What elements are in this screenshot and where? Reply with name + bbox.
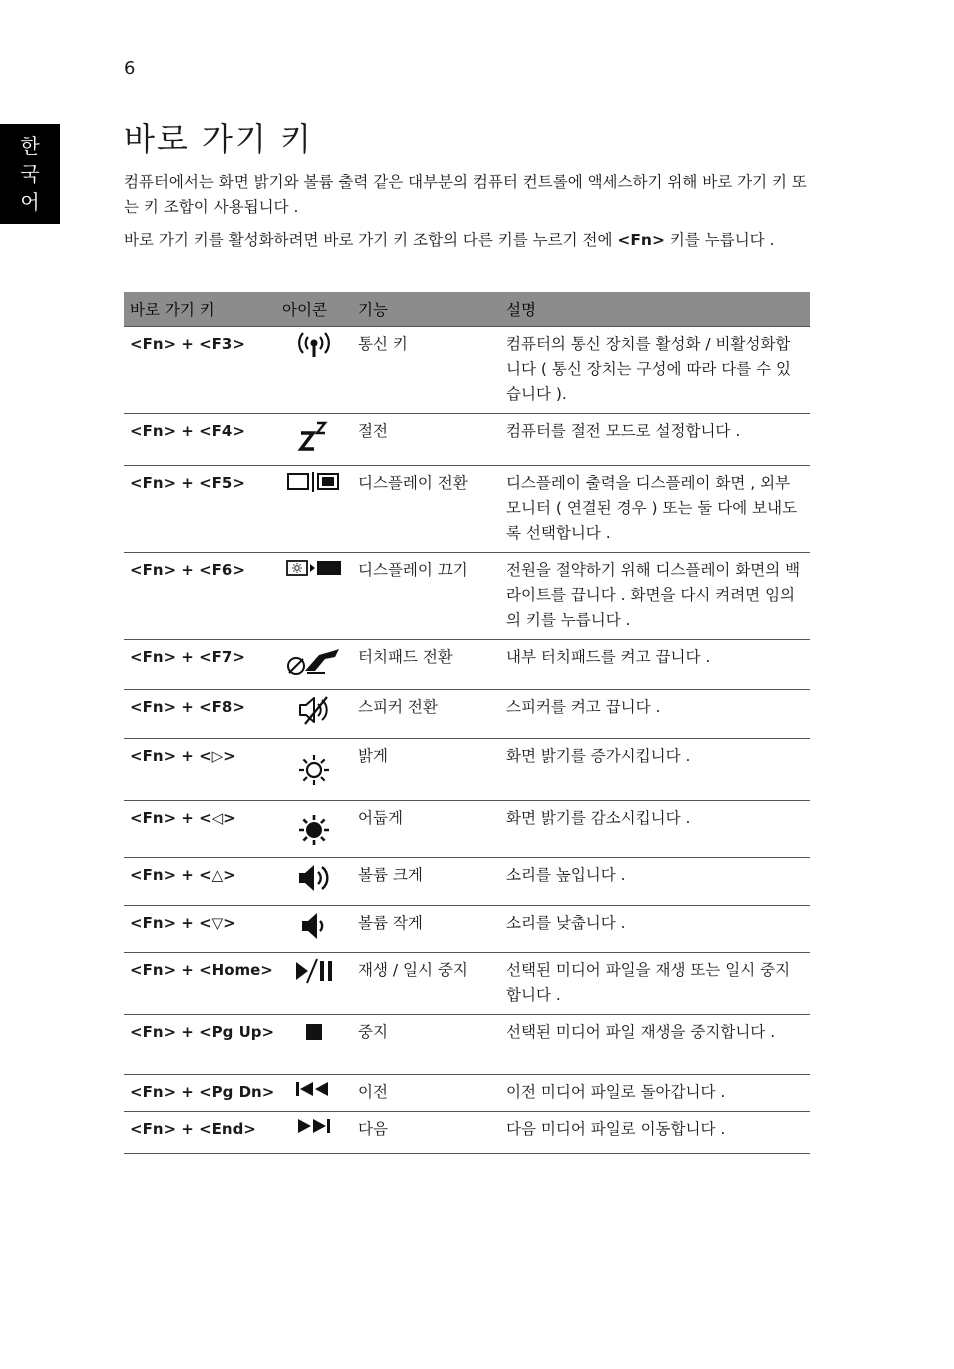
intro-paragraph: 컴퓨터에서는 화면 밝기와 볼륨 출력 같은 대부분의 컴퓨터 컨트롤에 액세스하기 위해 바로 가기 키 또는 키 조합이 사용됩니다 .: [124, 173, 807, 216]
function-cell: 재생 / 일시 중지: [352, 953, 500, 1015]
function-cell: 어둡게: [352, 801, 500, 858]
description-cell: 소리를 낮춥니다 .: [500, 906, 810, 953]
fn-instruction-paragraph: [124, 228, 814, 253]
description-cell: 이전 미디어 파일로 돌아갑니다 .: [500, 1075, 810, 1112]
hotkey-table: [124, 292, 810, 1154]
function-cell: 볼륨 크게: [352, 858, 500, 906]
hotkey-cell: <Fn> + <△>: [124, 858, 276, 906]
table-row: [124, 1075, 810, 1112]
hotkey-cell: <Fn> + <▽>: [124, 906, 276, 953]
volume-up-icon: [296, 863, 332, 893]
description-cell: 선택된 미디어 파일을 재생 또는 일시 중지합니다 .: [500, 953, 810, 1015]
hotkey-cell: <Fn> + <F4>: [124, 414, 276, 466]
table-row: [124, 414, 810, 466]
description-cell: 화면 밝기를 증가시킵니다 .: [500, 739, 810, 801]
description-cell: 전원을 절약하기 위해 디스플레이 화면의 백라이트를 끕니다 . 화면을 다시 켜려면 임의의 키를 누릅니다 .: [500, 553, 810, 640]
volume-down-icon: [299, 911, 329, 941]
table-row: [124, 1112, 810, 1154]
table-row: [124, 739, 810, 801]
description-cell: 컴퓨터를 절전 모드로 설정합니다 .: [500, 414, 810, 466]
description-cell: 스피커를 켜고 끕니다 .: [500, 690, 810, 739]
function-cell: 디스플레이 끄기: [352, 553, 500, 640]
touchpad-toggle-icon: [285, 645, 343, 677]
hotkey-cell: <Fn> + <F7>: [124, 640, 276, 690]
table-row: [124, 906, 810, 953]
function-cell: 중지: [352, 1015, 500, 1075]
display-off-icon: [285, 558, 343, 578]
table-row: [124, 466, 810, 553]
hotkey-cell: <Fn> + <End>: [124, 1112, 276, 1154]
header-function: 기능: [352, 292, 500, 327]
table-row: [124, 858, 810, 906]
header-icon: 아이콘: [276, 292, 352, 327]
hotkey-cell: <Fn> + <Pg Dn>: [124, 1075, 276, 1112]
page-title: 바로 가기 키: [124, 120, 313, 158]
table-row: [124, 801, 810, 858]
sleep-icon: [297, 419, 331, 453]
function-cell: 스피커 전환: [352, 690, 500, 739]
description-cell: 화면 밝기를 감소시킵니다 .: [500, 801, 810, 858]
table-row: [124, 553, 810, 640]
display-toggle-icon: [286, 471, 342, 493]
hotkey-cell: <Fn> + <F8>: [124, 690, 276, 739]
function-cell: 터치패드 전환: [352, 640, 500, 690]
brightness-up-icon: [297, 753, 331, 787]
hotkey-cell: <Fn> + <▷>: [124, 739, 276, 801]
brightness-down-icon: [297, 813, 331, 847]
language-tab-char: 국: [20, 162, 40, 186]
hotkey-cell: <Fn> + <F5>: [124, 466, 276, 553]
language-tab-char: 한: [20, 134, 40, 158]
function-cell: 절전: [352, 414, 500, 466]
description-cell: 내부 터치패드를 켜고 끕니다 .: [500, 640, 810, 690]
hotkey-cell: <Fn> + <Pg Up>: [124, 1015, 276, 1075]
function-cell: 밝게: [352, 739, 500, 801]
description-cell: 다음 미디어 파일로 이동합니다 .: [500, 1112, 810, 1154]
hotkey-cell: <Fn> + <Home>: [124, 953, 276, 1015]
table-row: [124, 640, 810, 690]
hotkey-cell: <Fn> + <◁>: [124, 801, 276, 858]
table-header-row: [124, 292, 810, 327]
fn-key-label: <Fn>: [617, 231, 665, 249]
language-tab: [0, 124, 60, 224]
stop-icon: [302, 1020, 326, 1044]
wireless-icon: [294, 332, 334, 360]
hotkey-cell: <Fn> + <F3>: [124, 327, 276, 414]
function-cell: 디스플레이 전환: [352, 466, 500, 553]
page-number: 6: [124, 58, 136, 79]
play-pause-icon: [293, 958, 335, 984]
table-row: [124, 690, 810, 739]
description-cell: 디스플레이 출력을 디스플레이 화면 , 외부 모니터 ( 연결된 경우 ) 또는 둘 다에 보내도록 선택합니다 .: [500, 466, 810, 553]
header-description: 설명: [500, 292, 810, 327]
table-row: [124, 1015, 810, 1075]
language-tab-char: 어: [20, 190, 40, 214]
description-cell: 선택된 미디어 파일 재생을 중지합니다 .: [500, 1015, 810, 1075]
hotkey-cell: <Fn> + <F6>: [124, 553, 276, 640]
instruction-text: 키를 누릅니다 .: [664, 231, 775, 249]
header-hotkey: 바로 가기 키: [124, 292, 276, 327]
next-track-icon: [294, 1117, 334, 1135]
function-cell: 다음: [352, 1112, 500, 1154]
function-cell: 볼륨 작게: [352, 906, 500, 953]
previous-track-icon: [294, 1080, 334, 1098]
speaker-mute-icon: [296, 695, 332, 725]
instruction-text: 바로 가기 키를 활성화하려면 바로 가기 키 조합의 다른 키를 누르기 전에: [124, 231, 618, 249]
function-cell: 이전: [352, 1075, 500, 1112]
function-cell: 통신 키: [352, 327, 500, 414]
description-cell: 소리를 높입니다 .: [500, 858, 810, 906]
table-row: [124, 953, 810, 1015]
table-row: [124, 327, 810, 414]
description-cell: 컴퓨터의 통신 장치를 활성화 / 비활성화합니다 ( 통신 장치는 구성에 따라 다를 수 있습니다 ).: [500, 327, 810, 414]
